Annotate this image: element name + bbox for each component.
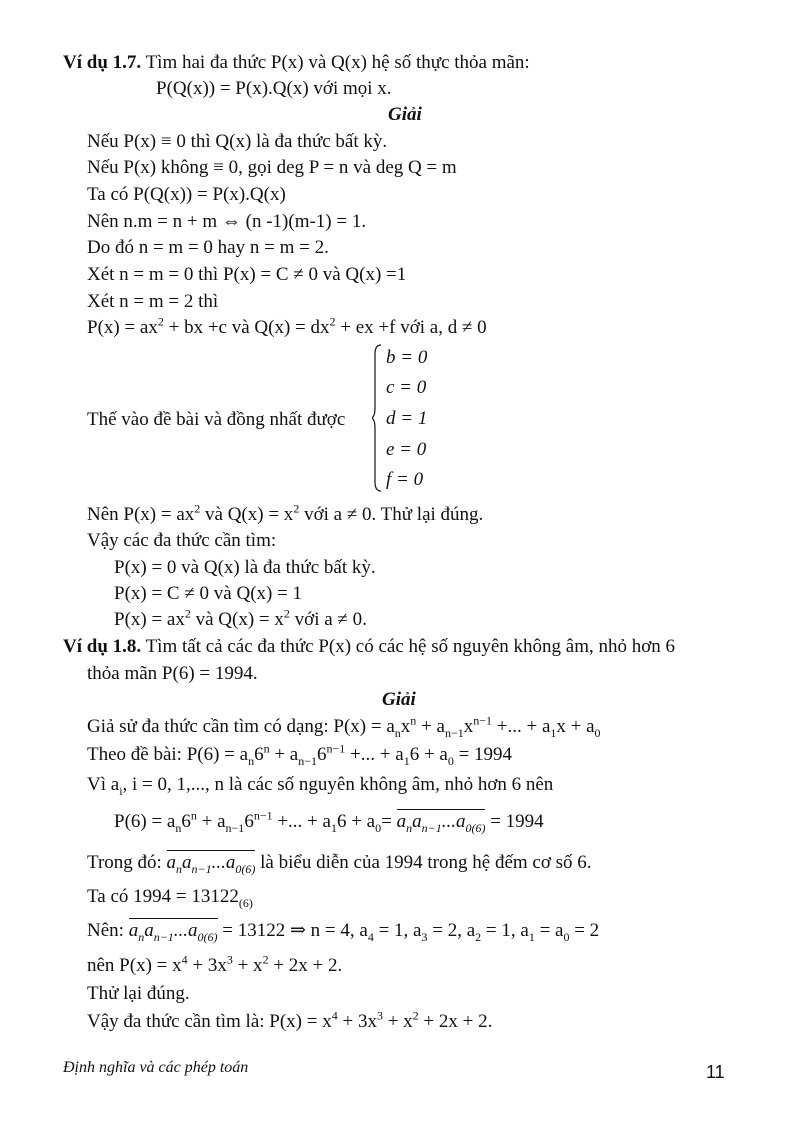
base6-equation: $P(6) = a_n6^n + a_{n-1}6^{n-1}$ +... + $a_16 + a_0= a_na_{n-1}...a_{0(6)} = 1994$ (114, 808, 544, 835)
polynomial-result: nên $P(x) = x^4 + 3x^3 + x^2 + 2x + 2$. (87, 952, 343, 976)
example-1-7-label: Ví dụ 1.7. (63, 52, 142, 73)
solution-heading-1-8: Giải (382, 689, 416, 710)
representation-note: Trong đó: $a_na_{n-1}...a_{0(6)}$ là biểu diễn của 1994 trong hệ đếm cơ số 6. (87, 852, 592, 876)
line-3: Ta có P(Q(x)) = P(x).Q(x) (87, 184, 286, 205)
line-7: Xét n = m = 2 thì (87, 291, 219, 312)
example-1-7-equation: P(Q(x)) = P(x).Q(x) với mọi x. (156, 78, 392, 99)
coefficient-condition: Vì $a_i$, i = 0, 1,..., n là các số nguyên không âm, nhỏ hơn 6 nên (87, 774, 554, 798)
given-condition: Theo đề bài: $P(6) = a_n6^n + a_{n-1}6^{n-1}$ +... + $a_16 + a_0 = 1994$ (87, 741, 513, 768)
result-2: P(x) = C ≠ 0 và Q(x) = 1 (114, 583, 303, 604)
polynomial-form: Giả sử đa thức cần tìm có dạng: $P(x) = a_nx^n + a_{n-1}x^{n-1}$ +... + $a_1x + a_0$ (87, 713, 601, 740)
line-8: $P(x) = ax^2$ + bx +c và $Q(x) = dx^2$ + ex +f với a, d ≠ 0 (87, 314, 487, 338)
example-1-7-statement (63, 51, 530, 75)
system-eq-d: d = 1 (386, 408, 428, 429)
final-answer: Vậy đa thức cần tìm là: $P(x) = x^4 + 3x^3 + x^2 + 2x + 2$. (87, 1008, 493, 1032)
result-1: P(x) = 0 và Q(x) là đa thức bất kỳ. (114, 557, 376, 578)
line-9: Nên $P(x) = ax^2$ và $Q(x) = x^2$ với a ≠ 0. Thử lại đúng. (87, 501, 484, 525)
line-2: Nếu P(x) không ≡ 0, gọi deg P = n và deg Q = m (87, 157, 457, 178)
example-1-8-text: Tìm tất cả các đa thức P(x) có các hệ số nguyên không âm, nhỏ hơn 6 (145, 636, 676, 657)
system-eq-c: c = 0 (386, 377, 427, 398)
footer-title: Định nghĩa và các phép toán (63, 1059, 249, 1076)
verification: Thử lại đúng. (87, 983, 190, 1004)
example-1-8-statement (63, 635, 675, 659)
line-1: Nếu P(x) ≡ 0 thì Q(x) là đa thức bất kỳ. (87, 131, 388, 152)
system-label: Thế vào đề bài và đồng nhất được (87, 409, 346, 430)
system-eq-b: b = 0 (386, 347, 428, 368)
base6-value: Ta có $1994 = 13122_{(6)}$ (87, 886, 253, 910)
example-1-8-label: Ví dụ 1.8. (63, 636, 142, 657)
system-eq-f: f = 0 (386, 469, 424, 490)
result-3: $P(x) = ax^2$ và $Q(x) = x^2$ với a ≠ 0. (114, 606, 367, 630)
left-brace-icon (372, 344, 382, 492)
line-6: Xét n = m = 0 thì P(x) = C ≠ 0 và Q(x) =1 (87, 264, 407, 285)
coefficient-result: Nên: $a_na_{n-1}...a_{0(6)} = 13122$ ⇒ n = 4, $a_4 = 1$, $a_3 = 2$, $a_2 = 1$, $a_1 = a_0 = 2$ (87, 920, 600, 944)
page-number: 11 (706, 1062, 725, 1082)
solution-heading-1-7: Giải (388, 104, 422, 125)
example-1-7-text: Tìm hai đa thức P(x) và Q(x) hệ số thực thỏa mãn: (145, 52, 530, 73)
line-4: Nên n.m = n + m ⇔ (n -1)(m-1) = 1. (87, 211, 367, 232)
system-eq-e: e = 0 (386, 439, 427, 460)
line-5: Do đó n = m = 0 hay n = m = 2. (87, 237, 329, 258)
example-1-8-text-2: thỏa mãn P(6) = 1994. (87, 663, 258, 684)
line-10: Vậy các đa thức cần tìm: (87, 530, 277, 551)
